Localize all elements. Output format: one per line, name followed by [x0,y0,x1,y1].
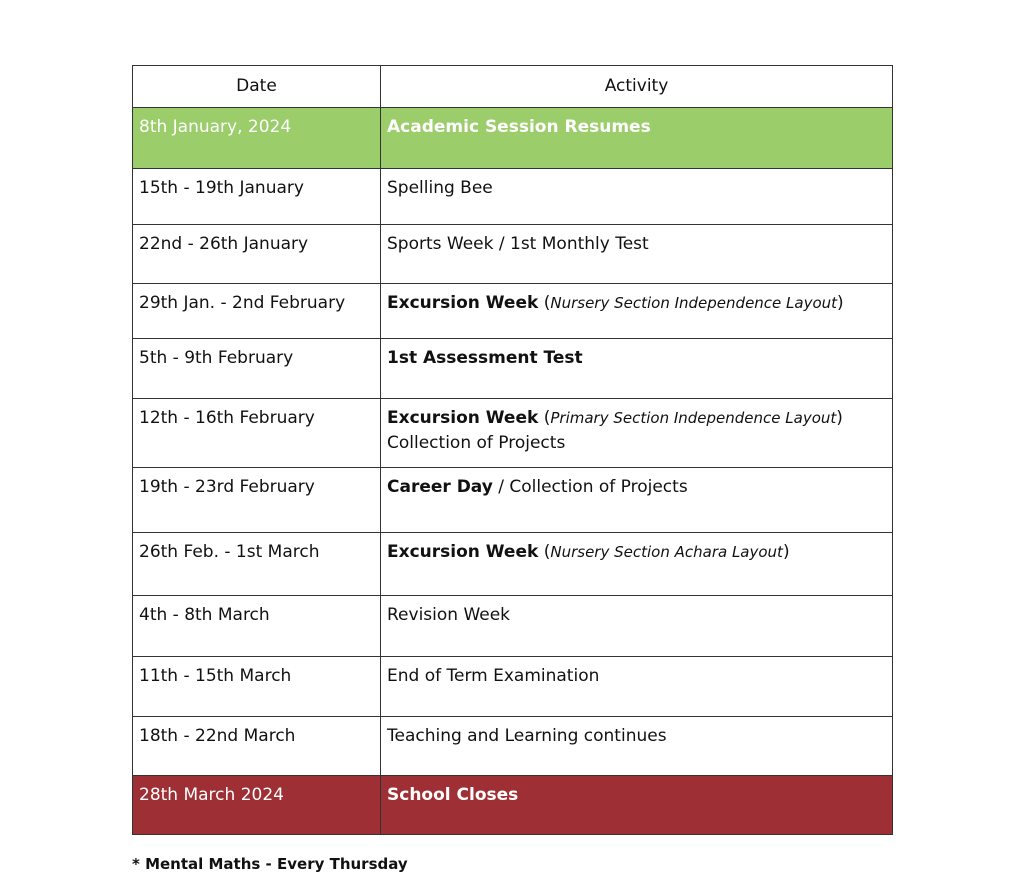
row-activity [381,533,893,596]
table-row [133,225,893,284]
row-activity [381,776,893,835]
row-date: 8th January, 2024 [133,108,381,169]
activity-note: Nursery Section Independence Layout [550,294,838,312]
table-row [133,533,893,596]
row-date: 4th - 8th March [133,596,381,657]
table-row [133,717,893,776]
activity-note: Primary Section Independence Layout [550,409,837,427]
table-header-row [133,66,893,108]
activity-note: Nursery Section Achara Layout [550,543,783,561]
row-date: 5th - 9th February [133,339,381,399]
activity-bold: Academic Session Resumes [387,117,651,137]
footnote: * Mental Maths - Every Thursday [132,855,408,873]
row-activity [381,339,893,399]
activity-bold: Career Day [387,477,493,497]
row-activity [381,717,893,776]
row-date: 26th Feb. - 1st March [133,533,381,596]
row-date: 15th - 19th January [133,169,381,225]
table-row [133,468,893,533]
activity-text: / Collection of Projects [492,477,688,497]
activity-text: Revision Week [387,605,511,625]
table-row-session-resumes [133,108,893,169]
date-column-header: Date [133,66,381,108]
activity-bold: Excursion Week [387,408,539,428]
row-date: 11th - 15th March [133,657,381,717]
note-open-paren: ( [538,542,551,562]
row-date: 12th - 16th February [133,399,381,468]
activity-text: Teaching and Learning continues [387,726,667,746]
row-date: 19th - 23rd February [133,468,381,533]
row-activity [381,108,893,169]
activity-bold: School Closes [387,785,519,805]
note-close-paren: ) [836,408,843,428]
activity-bold: Excursion Week [387,293,539,313]
row-date: 28th March 2024 [133,776,381,835]
row-activity [381,225,893,284]
table-row [133,399,893,468]
activity-text: Sports Week / 1st Monthly Test [387,234,649,254]
activity-second-line: Collection of Projects [387,433,566,453]
row-date: 18th - 22nd March [133,717,381,776]
activity-text: Spelling Bee [387,178,493,198]
row-activity [381,399,893,468]
table-row [133,596,893,657]
note-close-paren: ) [782,542,790,562]
note-open-paren: ( [538,293,551,313]
activity-column-header: Activity [381,66,893,108]
activity-bold: Excursion Week [387,542,539,562]
row-activity [381,284,893,339]
term-calendar-table [132,65,893,835]
row-date: 29th Jan. - 2nd February [133,284,381,339]
row-date: 22nd - 26th January [133,225,381,284]
row-activity [381,169,893,225]
table-row-school-closes [133,776,893,835]
row-activity [381,468,893,533]
table-row [133,284,893,339]
note-close-paren: ) [837,293,844,313]
table-row [133,657,893,717]
activity-text: End of Term Examination [387,666,600,686]
note-open-paren: ( [538,408,551,428]
row-activity [381,657,893,717]
row-activity [381,596,893,657]
table-row [133,339,893,399]
table-row [133,169,893,225]
activity-bold: 1st Assessment Test [387,348,583,368]
